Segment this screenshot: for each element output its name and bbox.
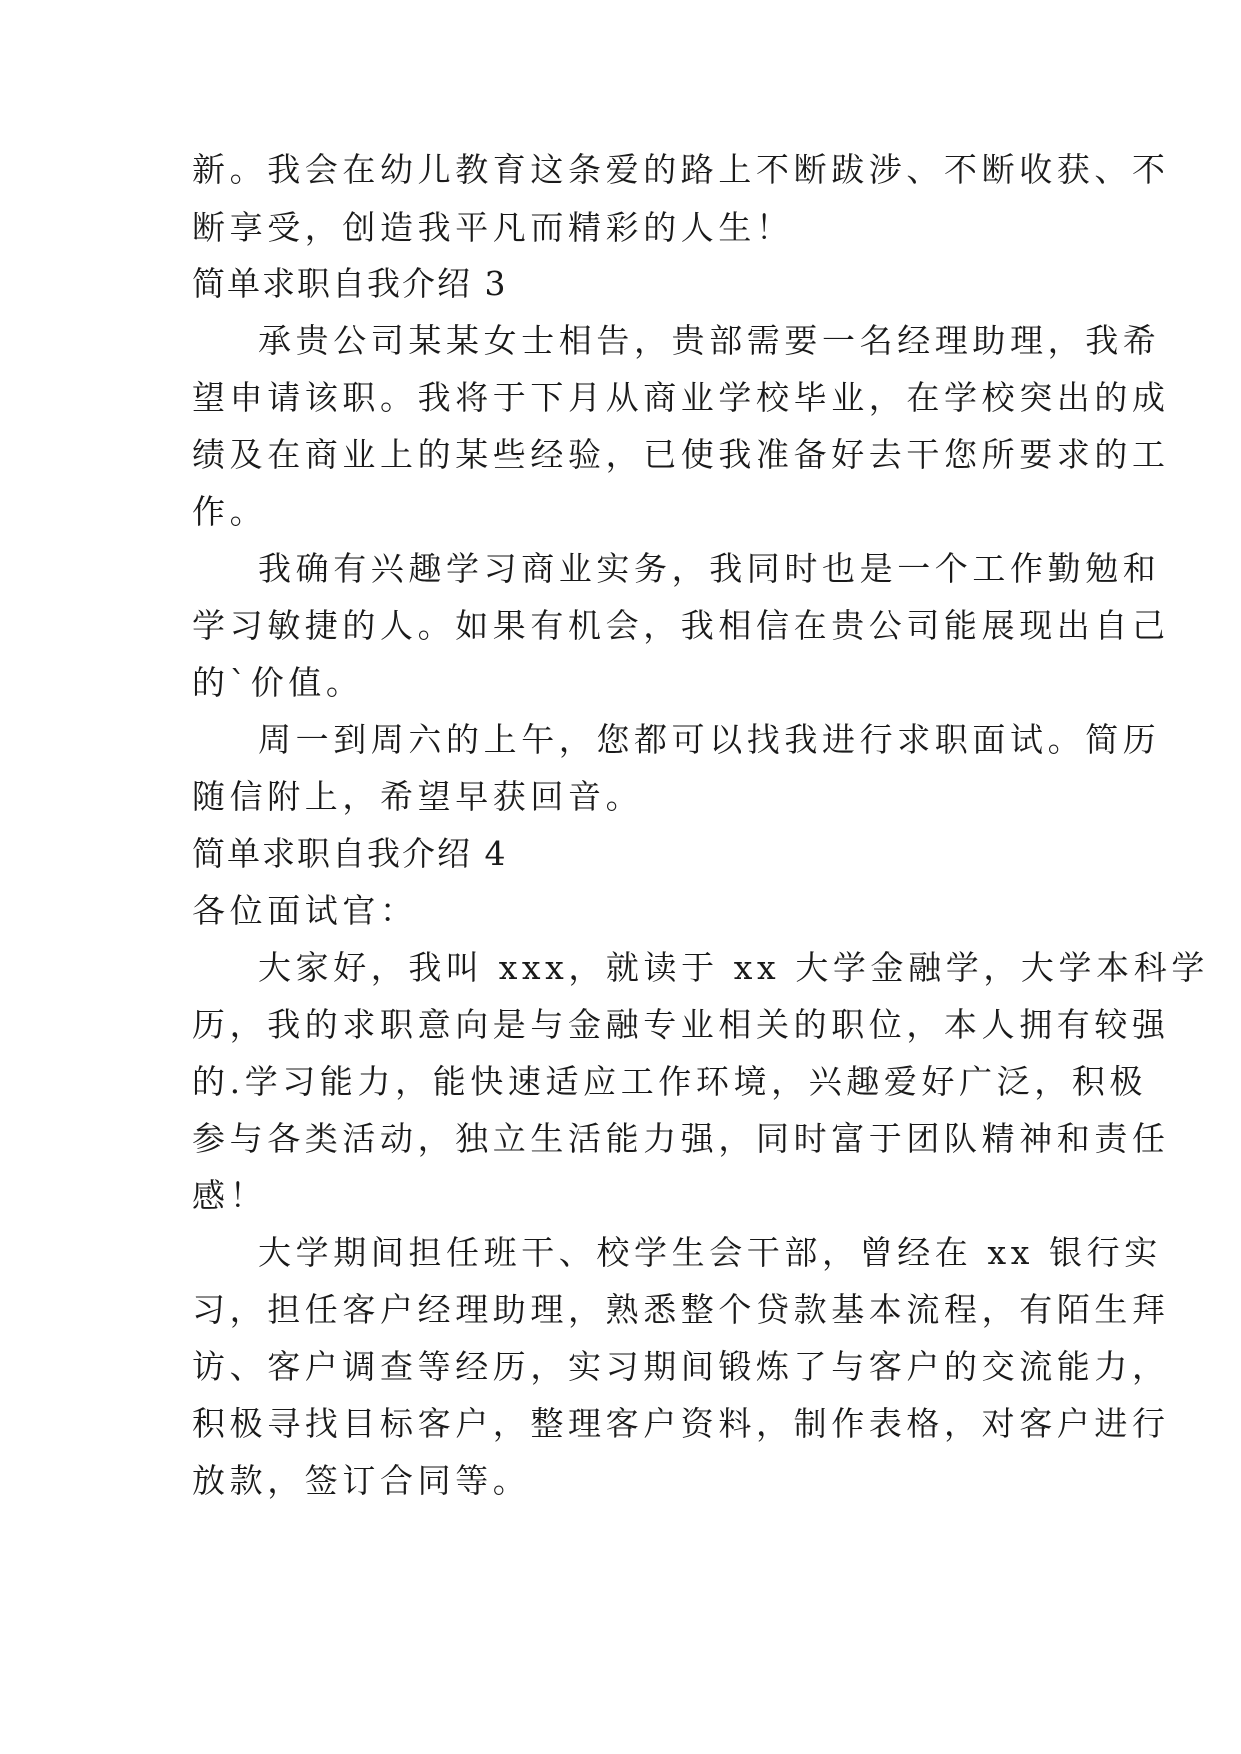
text-line: 新。我会在幼儿教育这条爱的路上不断跋涉、不断收获、不 [192,150,1170,189]
section-heading: 简单求职自我介绍 4 [192,834,508,873]
section-heading: 简单求职自我介绍 3 [192,264,508,303]
text-line: 感！ [192,1176,268,1215]
text-line: 学习敏捷的人。如果有机会，我相信在贵公司能展现出自己 [192,606,1170,645]
paragraph-first-line: 我确有兴趣学习商业实务，我同时也是一个工作勤勉和 [258,549,1161,588]
text-line: 的.学习能力，能快速适应工作环境，兴趣爱好广泛，积极 [192,1062,1148,1101]
text-line: 访、客户调查等经历，实习期间锻炼了与客户的交流能力， [192,1347,1170,1386]
text-line: 作。 [192,492,268,531]
salutation: 各位面试官： [192,891,418,930]
paragraph-first-line: 承贵公司某某女士相告，贵部需要一名经理助理，我希 [258,321,1161,360]
paragraph-first-line: 大学期间担任班干、校学生会干部，曾经在 xx 银行实 [258,1233,1162,1272]
paragraph-first-line: 大家好，我叫 xxx，就读于 xx 大学金融学，大学本科学 [258,948,1209,987]
text-line: 历，我的求职意向是与金融专业相关的职位，本人拥有较强 [192,1005,1170,1044]
text-line: 断享受，创造我平凡而精彩的人生！ [192,208,794,247]
text-line: 积极寻找目标客户，整理客户资料，制作表格，对客户进行 [192,1404,1170,1443]
text-line: 望申请该职。我将于下月从商业学校毕业，在学校突出的成 [192,378,1170,417]
text-line: 的`价值。 [192,663,364,702]
text-line: 绩及在商业上的某些经验，已使我准备好去干您所要求的工 [192,435,1170,474]
text-line: 放款，签订合同等。 [192,1461,531,1500]
text-line: 参与各类活动，独立生活能力强，同时富于团队精神和责任 [192,1119,1170,1158]
text-line: 习，担任客户经理助理，熟悉整个贷款基本流程，有陌生拜 [192,1290,1170,1329]
paragraph-first-line: 周一到周六的上午，您都可以找我进行求职面试。简历 [258,720,1161,759]
text-line: 随信附上，希望早获回音。 [192,777,644,816]
